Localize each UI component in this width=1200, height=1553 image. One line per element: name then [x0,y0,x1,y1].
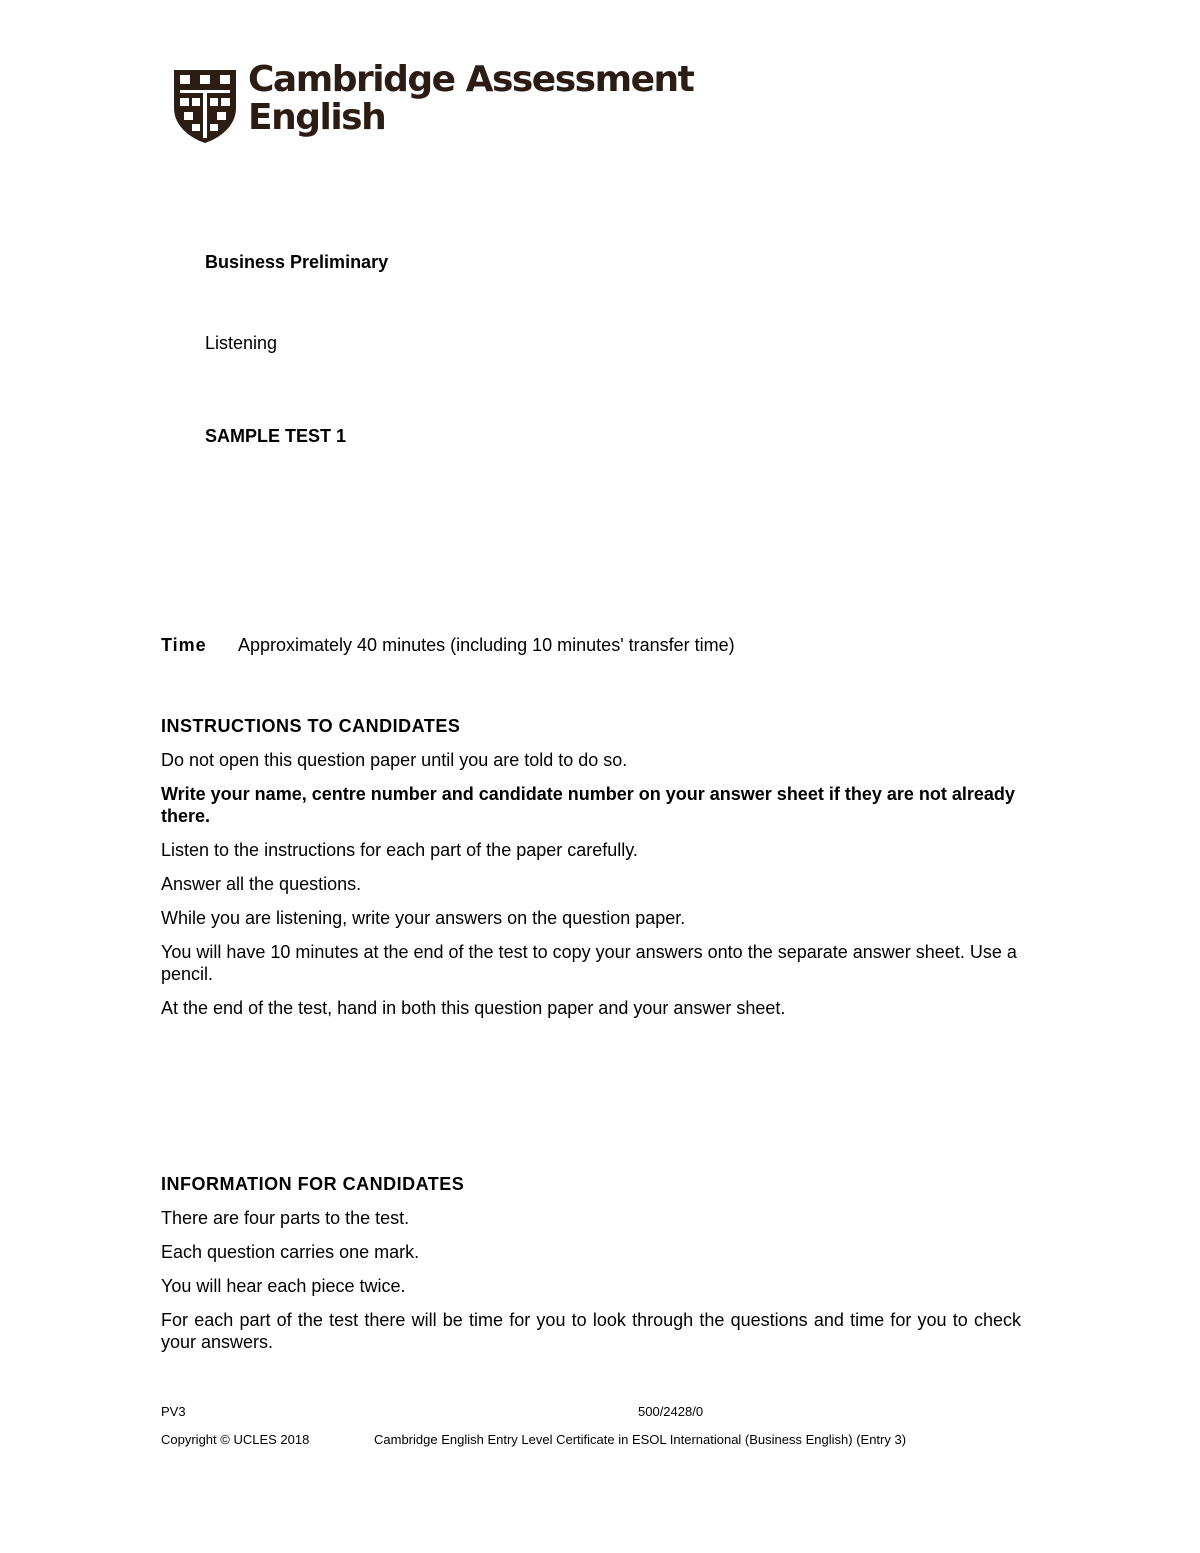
footer-qualification-number: 500/2428/0 [638,1404,704,1419]
footer-paper-code: PV3 [161,1404,186,1419]
paper-name: Listening [205,333,278,353]
footer-certificate: Cambridge English Entry Level Certificate in ESOL International (Business English) (Entry 3) [374,1432,907,1447]
instruction-item: Do not open this question paper until you are told to do so. [161,750,628,770]
time-value: Approximately 40 minutes (including 10 minutes' transfer time) [238,635,735,655]
footer-copyright: Copyright © UCLES 2018 [161,1432,310,1447]
information-item: You will hear each piece twice. [161,1276,406,1296]
information-item: For each part of the test there will be time for you to look through the questions and time for you to check your answers. [161,1310,1021,1352]
instruction-item: Listen to the instructions for each part of the paper carefully. [161,840,638,860]
information-item: Each question carries one mark. [161,1242,420,1262]
instruction-item: Answer all the questions. [161,874,362,894]
information-heading: INFORMATION FOR CANDIDATES [161,1174,465,1194]
information-section [161,1174,1021,1365]
instructions-heading: INSTRUCTIONS TO CANDIDATES [161,716,461,736]
time-label: Time [161,635,207,655]
information-item: There are four parts to the test. [161,1208,410,1228]
instruction-item: At the end of the test, hand in both this question paper and your answer sheet. [161,998,786,1018]
instructions-section [161,716,1021,1031]
instruction-item: Write your name, centre number and candidate number on your answer sheet if they are not already there. [161,784,1015,826]
test-name: SAMPLE TEST 1 [205,426,347,446]
cambridge-logo [172,59,694,152]
logo-wordmark [248,59,694,138]
qualification-title: Business Preliminary [205,252,389,272]
instruction-item: While you are listening, write your answers on the question paper. [161,908,686,928]
logo-line-2: English [248,97,386,138]
instruction-item: You will have 10 minutes at the end of the test to copy your answers onto the separate answer sheet. Use a pencil. [161,942,1017,984]
cambridge-crest-icon [172,68,238,144]
logo-line-1: Cambridge Assessment [248,59,694,100]
